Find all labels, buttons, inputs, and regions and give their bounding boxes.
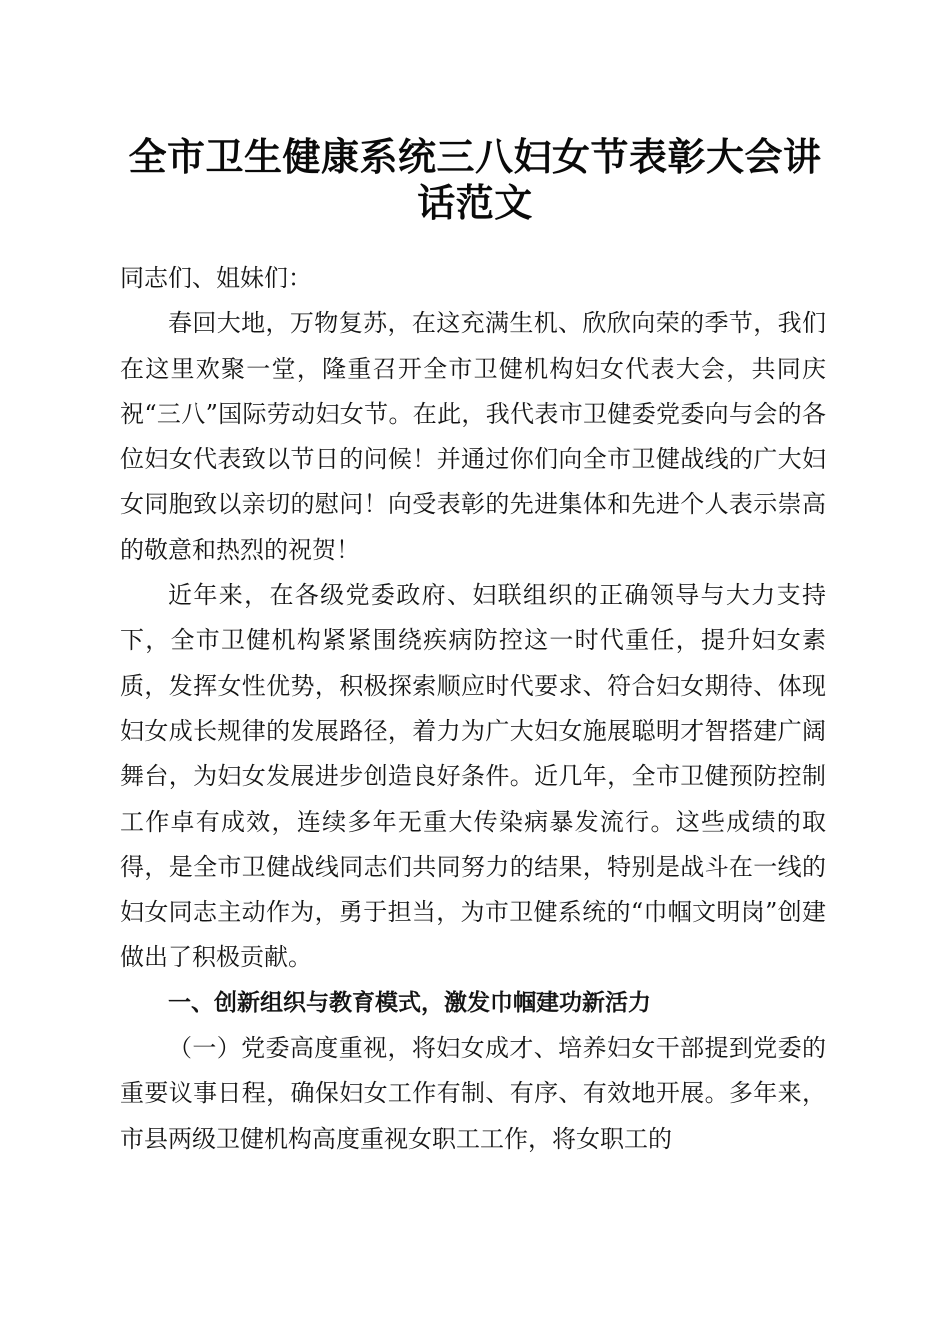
document-title: 全市卫生健康系统三八妇女节表彰大会讲话范文 — [128, 134, 822, 225]
document-body — [120, 256, 826, 1162]
subsection-paragraph: （一）党委高度重视，将妇女成才、培养妇女干部提到党委的重要议事日程，确保妇女工作有制、有序、有效地开展。多年来，市县两级卫健机构高度重视女职工工作，将女职工的 — [120, 1034, 826, 1153]
body-paragraph-2: 近年来，在各级党委政府、妇联组织的正确领导与大力支持下，全市卫健机构紧紧围绕疾病防控这一时代重任，提升妇女素质，发挥女性优势，积极探索顺应时代要求、符合妇女期待、体现妇女成长规律的发展路径，着力为广大妇女施展聪明才智搭建广阔舞台，为妇女发展进步创造良好条件。近几年，全市卫健预防控制工作卓有成效，连续多年无重大传染病暴发流行。这些成绩的取得，是全市卫健战线同志们共同努力的结果，特别是战斗在一线的妇女同志主动作为，勇于担当，为市卫健系统的“巾帼文明岗”创建做出了积极贡献。 — [120, 581, 826, 972]
salutation: 同志们、姐妹们： — [120, 264, 312, 292]
section-heading: 一、创新组织与教育模式，激发巾帼建功新活力 — [168, 989, 651, 1016]
body-paragraph-1: 春回大地，万物复苏，在这充满生机、欣欣向荣的季节，我们在这里欢聚一堂，隆重召开全市卫健机构妇女代表大会，共同庆祝“三八”国际劳动妇女节。在此，我代表市卫健委党委向与会的各位妇女代表致以节日的问候！并通过你们向全市卫健战线的广大妇女同胞致以亲切的慰问！向受表彰的先进集体和先进个人表示崇高的敬意和热烈的祝贺！ — [120, 309, 826, 564]
